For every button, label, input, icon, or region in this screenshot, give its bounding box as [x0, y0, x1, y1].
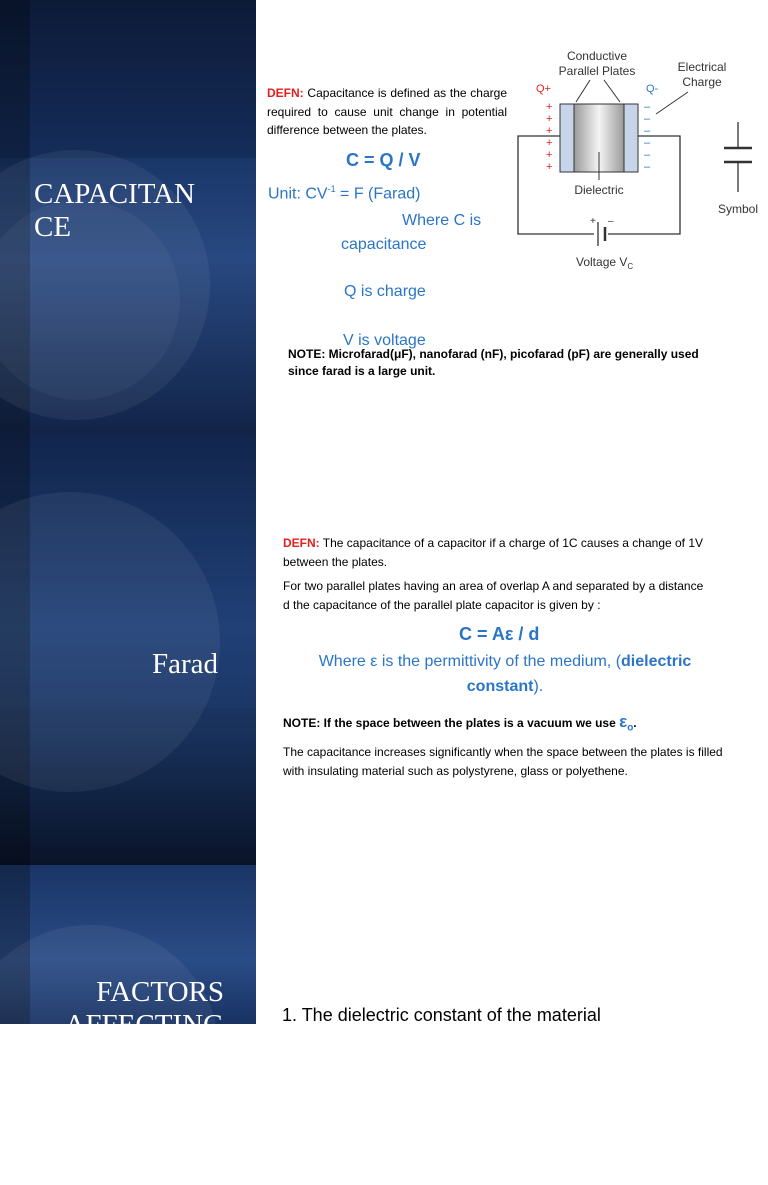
plus-signs: [546, 101, 552, 173]
definition: DEFN: The capacitance of a capacitor if a charge of 1C causes a change of 1V between the plates.: [283, 536, 704, 569]
capacitor-symbol: [724, 122, 752, 192]
permittivity-text: Where ε is the permittivity of the medium, (dielectric constant).: [318, 653, 692, 695]
svg-text:–: –: [644, 113, 651, 125]
svg-text:–: –: [644, 137, 651, 149]
formula: C = Q / V: [346, 150, 421, 170]
svg-text:+: +: [546, 161, 553, 173]
formula: C = Aε / d: [459, 624, 540, 644]
svg-text:+: +: [546, 125, 553, 137]
dielectric-label: Dielectric: [574, 183, 624, 197]
slide-title: CAPACITAN CE: [34, 178, 195, 243]
svg-text:Conductive: Conductive: [566, 49, 628, 63]
slide-factors: [0, 865, 768, 1041]
where-c: Where C is capacitance: [341, 212, 482, 253]
negative-plate: [624, 104, 638, 172]
charge-label: [678, 60, 727, 89]
svg-text:Electrical: Electrical: [677, 60, 727, 74]
unit-text: Unit: $CV^{-1} = F$ (Farad): [268, 184, 421, 203]
svg-text:–: –: [644, 101, 651, 113]
slide-title: FACTORS AFFECTING: [64, 976, 224, 1041]
svg-text:–: –: [644, 161, 651, 173]
svg-text:+: +: [546, 137, 553, 149]
factor-item-1: 1. The dielectric constant of the material: [282, 1005, 601, 1025]
voltage-label: Voltage $V_C$: [576, 255, 634, 271]
svg-text:+: +: [546, 101, 553, 113]
slide-farad: [0, 432, 768, 865]
insulating-text: The capacitance increases significantly when the space between the plates is filled with insulating material such as polystyrene, glass or polyethene.: [283, 745, 723, 778]
svg-text:–: –: [608, 216, 614, 227]
q-minus-label: Q-: [646, 83, 659, 95]
svg-text:–: –: [644, 149, 651, 161]
svg-text:+: +: [546, 113, 553, 125]
slide-capacitance: [0, 0, 768, 432]
positive-plate: [560, 104, 574, 172]
parallel-plate-text: For two parallel plates having an area of overlap A and separated by a distance d the capacitance of the parallel plate capacitor is given by :: [283, 579, 704, 612]
svg-text:+: +: [590, 216, 596, 227]
q-plus-label: Q+: [536, 83, 551, 95]
plates-label: [559, 49, 636, 78]
svg-text:–: –: [644, 125, 651, 137]
definition: DEFN: Capacitance is defined as the charge required to cause unit change in potential difference between the plates.: [267, 86, 507, 137]
note: NOTE: Microfarad(μF), nanofarad (nF), picofarad (pF) are generally used since farad is a large unit.: [288, 347, 699, 378]
svg-text:+: +: [546, 149, 553, 161]
svg-text:Parallel Plates: Parallel Plates: [558, 64, 636, 78]
q-is-charge: Q is charge: [344, 283, 426, 300]
v-is-voltage: V is voltage: [343, 332, 426, 349]
slide-title: Farad: [152, 648, 219, 680]
symbol-label: Symbol: [718, 202, 759, 216]
capacitor-diagram: [512, 44, 768, 276]
svg-text:Charge: Charge: [682, 75, 722, 89]
vacuum-note: NOTE: If the space between the plates is a vacuum we use $\varepsilon_o$.: [283, 712, 637, 734]
minus-signs: [644, 101, 651, 173]
